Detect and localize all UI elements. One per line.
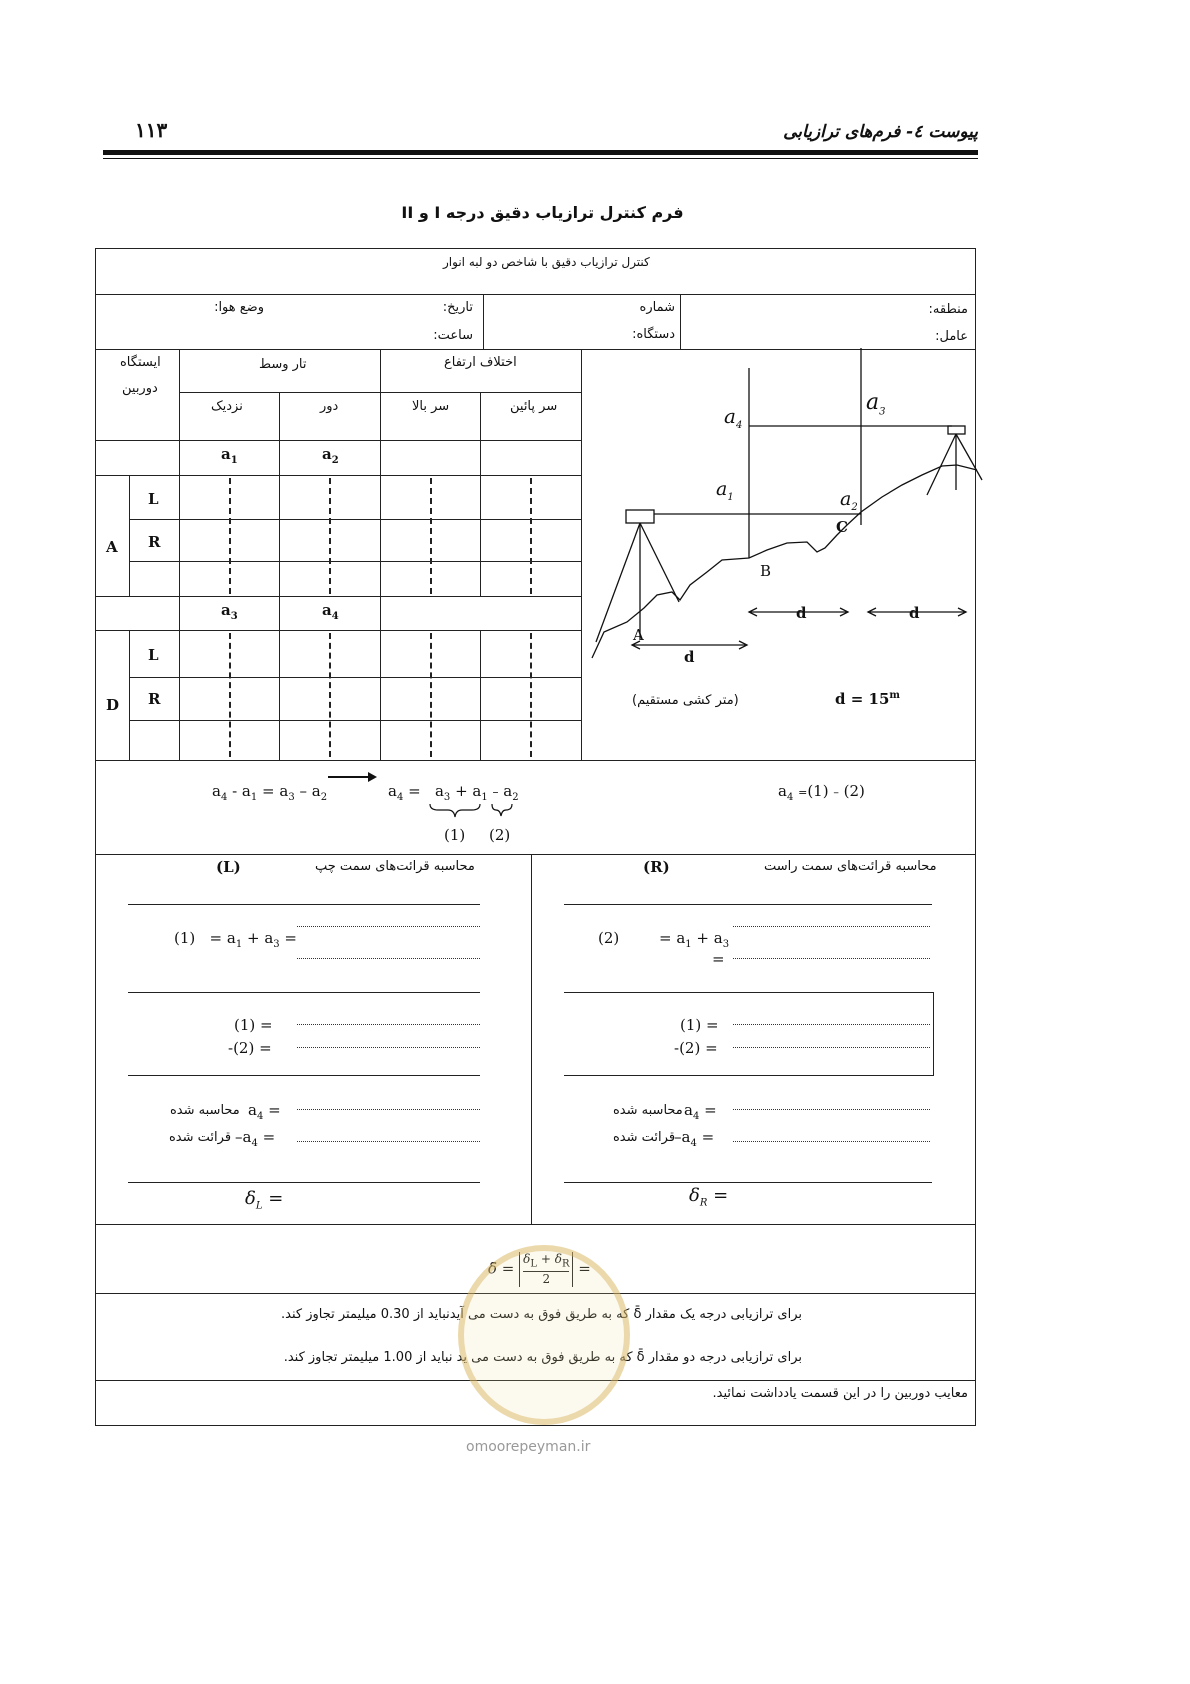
calc-line xyxy=(564,904,932,905)
tolerance-first-order: برای ترازیابی درجه یک مقدار δ̄ که به طریق فوق به دست می آیدنباید از 0.30 میلیمتر تجاوز کند. xyxy=(281,1307,802,1322)
input-dotted-line[interactable] xyxy=(733,958,930,959)
input-dotted-line[interactable] xyxy=(297,1024,480,1025)
a1-label: $a_1$ xyxy=(221,445,238,466)
a4-result: $a_4 =(1) - (2)$ xyxy=(778,782,865,803)
station-header: ایستگاه xyxy=(120,355,161,370)
left-read-label: قرائت شده xyxy=(169,1130,232,1145)
label-2: (2) xyxy=(489,826,511,844)
table-hline xyxy=(95,630,581,631)
weather-label: وضع هوا: xyxy=(214,300,264,315)
station-d: D xyxy=(106,696,120,714)
form-title: فرم کنترل ترازیاب دقیق درجه I و II xyxy=(401,203,684,222)
point-c: C xyxy=(836,518,848,536)
left-computed-label: محاسبه شده xyxy=(170,1103,240,1118)
col-divider xyxy=(483,294,484,349)
table-vline xyxy=(179,349,180,760)
diagram-a1: $a_1$ xyxy=(716,478,734,503)
delta-r: $\delta_R$ = xyxy=(689,1185,729,1209)
diagram-a2: $a_2$ xyxy=(840,488,858,513)
header-rule-thin xyxy=(103,158,978,159)
diagram-a4: $a_4$ xyxy=(724,404,743,431)
left-calc-tag: (L) xyxy=(216,858,241,876)
calc-divider xyxy=(531,854,532,1224)
operator-label: عامل: xyxy=(935,329,968,344)
dashed-guide xyxy=(329,633,331,757)
d-unit: m xyxy=(889,690,900,701)
table-vline xyxy=(279,393,280,760)
calc-line xyxy=(564,992,934,993)
diagram-a3: $a_3$ xyxy=(866,390,886,418)
arrow-icon xyxy=(328,770,378,784)
brace-icon xyxy=(428,802,528,820)
point-a: A xyxy=(633,626,644,644)
label-1: (1) xyxy=(444,826,466,844)
dashed-guide xyxy=(530,478,532,594)
page-number: ۱۱۳ xyxy=(135,118,168,142)
table-vline xyxy=(380,349,381,760)
calc-line xyxy=(564,1075,934,1076)
levelling-diagram xyxy=(582,340,992,740)
left-calc-title: محاسبه قرائت‌های سمت چپ xyxy=(315,859,475,874)
top-staff-header: سر بالا xyxy=(412,399,450,414)
calc-line xyxy=(128,1075,480,1076)
input-dotted-line[interactable] xyxy=(733,1141,930,1142)
far-header: دور xyxy=(320,399,339,414)
dashed-guide xyxy=(430,478,432,594)
table-vline xyxy=(480,630,481,760)
table-hline xyxy=(95,440,581,441)
number-label: شماره xyxy=(639,300,675,315)
input-dotted-line[interactable] xyxy=(297,1047,480,1048)
left-line-2: -(2) = xyxy=(228,1039,272,1057)
table-vline xyxy=(129,475,130,596)
d-value xyxy=(835,690,900,708)
input-dotted-line[interactable] xyxy=(297,958,480,959)
table-hline xyxy=(95,475,581,476)
right-read-sym: $-a_4$ = xyxy=(674,1128,715,1149)
form-subtitle: کنترل ترازیاب دقیق با شاخص دو لبه انوار xyxy=(443,255,650,269)
calc-line xyxy=(128,1182,480,1183)
middle-wire-header: تار وسط xyxy=(259,357,307,372)
running-title: پیوست ٤- فرم‌های ترازیابی xyxy=(783,122,978,142)
input-dotted-line[interactable] xyxy=(733,1024,930,1025)
right-line-1: (1) = xyxy=(680,1016,719,1034)
date-label: تاریخ: xyxy=(442,300,473,315)
row-divider xyxy=(95,854,976,855)
delta-l: $\delta_L$ = xyxy=(245,1188,284,1212)
row-divider xyxy=(95,294,976,295)
relation-formula: $a_4 - a_1 = a_3 - a_2$ xyxy=(212,782,328,803)
point-b: B xyxy=(760,562,772,580)
input-dotted-line[interactable] xyxy=(297,1109,480,1110)
a2-label: $a_2$ xyxy=(322,445,339,466)
left-line-1: (1) = xyxy=(234,1016,273,1034)
row-divider xyxy=(95,760,976,761)
table-vline xyxy=(480,393,481,596)
dashed-guide xyxy=(430,633,432,757)
device-label: دستگاه: xyxy=(632,327,675,342)
table-hline xyxy=(95,596,581,597)
table-hline xyxy=(129,677,581,678)
dashed-guide xyxy=(229,633,231,757)
left-row: L xyxy=(148,646,159,664)
table-hline xyxy=(129,561,581,562)
input-dotted-line[interactable] xyxy=(733,1047,930,1048)
d-label: d xyxy=(684,648,695,666)
table-vline xyxy=(129,630,130,760)
table-hline xyxy=(129,519,581,520)
input-dotted-line[interactable] xyxy=(297,1141,480,1142)
measurement-note: (متر کشی مستقیم) xyxy=(632,693,739,708)
right-sum-label: (2) xyxy=(598,929,620,947)
right-computed-label: محاسبه شده xyxy=(613,1103,683,1118)
near-header: نزدیک xyxy=(211,399,243,414)
right-computed-sym: $a_4$ = xyxy=(684,1101,717,1122)
right-line-2: -(2) = xyxy=(674,1039,718,1057)
calc-line xyxy=(128,992,480,993)
station-header: دوربین xyxy=(122,381,158,396)
station-a: A xyxy=(106,538,118,556)
a4-expression: $a_4 = a_3 + a_1 - a_2$ xyxy=(388,782,519,803)
input-dotted-line[interactable] xyxy=(733,926,930,927)
a4-label: $a_4$ xyxy=(322,601,339,622)
input-dotted-line[interactable] xyxy=(733,1109,930,1110)
calc-line xyxy=(933,992,934,1076)
right-row: R xyxy=(148,690,161,708)
right-row: R xyxy=(148,533,161,551)
right-eq: = xyxy=(712,950,725,968)
input-dotted-line[interactable] xyxy=(297,926,480,927)
height-diff-header: اختلاف ارتفاع xyxy=(444,355,517,370)
calc-line xyxy=(564,1182,932,1183)
right-sum: = $a_1 + a_3$ xyxy=(659,929,730,950)
row-divider xyxy=(95,1224,976,1225)
dashed-guide xyxy=(530,633,532,757)
bottom-staff-header: سر پائین xyxy=(510,399,558,414)
mean-formula: δ̄ = $\frac{\delta_L + \delta_R}{2}$ = xyxy=(488,1252,591,1287)
a3-label: $a_3$ xyxy=(221,601,238,622)
watermark-seal xyxy=(458,1245,630,1425)
d-value-text: d = 15 xyxy=(835,690,890,708)
region-label: منطقه: xyxy=(928,302,968,317)
dashed-guide xyxy=(229,478,231,594)
left-read-sym: $-a_4$ = xyxy=(235,1128,276,1149)
right-calc-title: محاسبه قرائت‌های سمت راست xyxy=(764,859,937,874)
right-calc-tag: (R) xyxy=(643,858,670,876)
camera-defects-note: معایب دوربین را در این قسمت یادداشت نمائید. xyxy=(712,1386,968,1401)
header-rule-thick xyxy=(103,150,978,155)
calc-line xyxy=(128,904,480,905)
dashed-guide xyxy=(329,478,331,594)
time-label: ساعت: xyxy=(433,328,473,343)
d-label: d xyxy=(796,604,807,622)
table-hline xyxy=(129,720,581,721)
tolerance-second-order: برای ترازیابی درجه دو مقدار δ̄ که به طریق فوق به دست می ید نباید از 1.00 میلیمتر تجاوز کند. xyxy=(283,1350,802,1365)
left-sum: $(1) = a_1 + a_3$ = xyxy=(174,929,297,950)
watermark-text: omoorepeyman.ir xyxy=(466,1439,591,1455)
right-read-label: قرائت شده xyxy=(613,1130,676,1145)
left-row: L xyxy=(148,490,159,508)
d-label: d xyxy=(909,604,920,622)
table-hline xyxy=(179,392,581,393)
left-computed-sym: $a_4$ = xyxy=(248,1101,281,1122)
